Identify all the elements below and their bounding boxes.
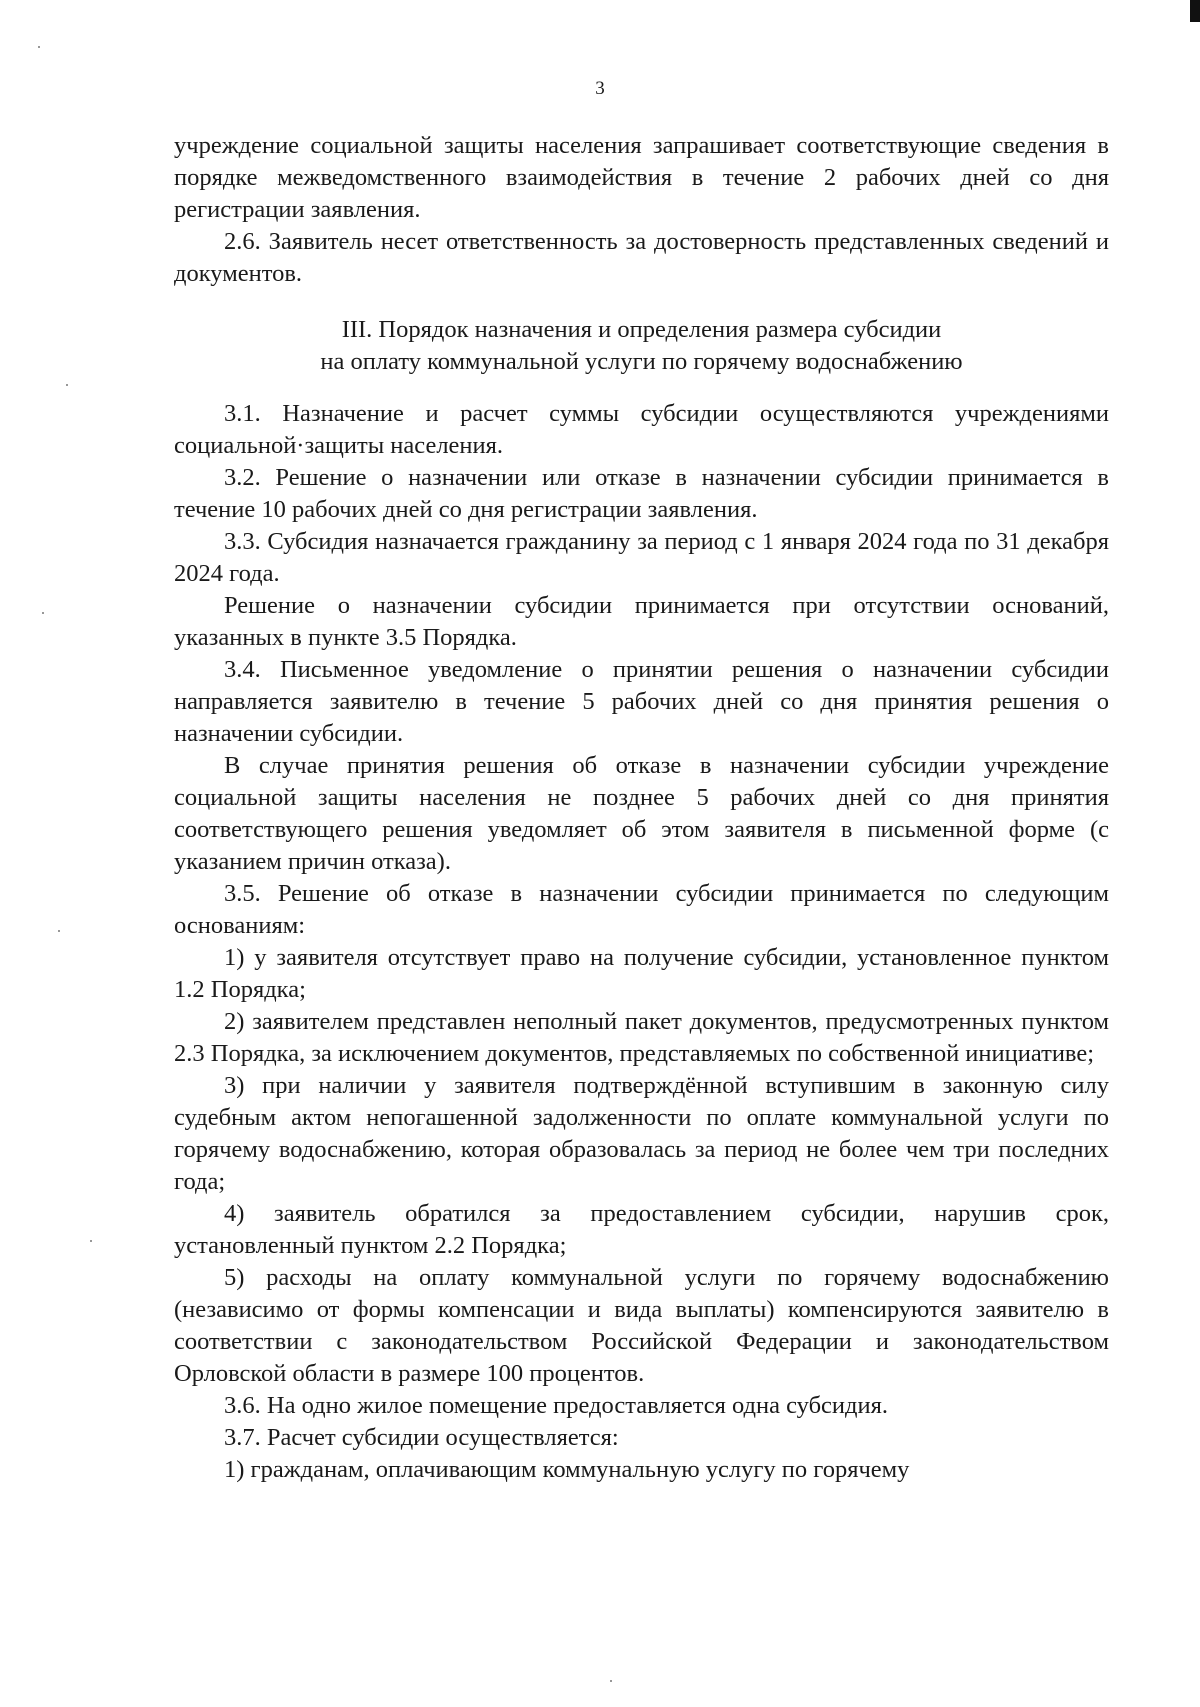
scan-speck <box>58 930 60 932</box>
scan-speck <box>42 612 44 614</box>
paragraph: 3.4. Письменное уведомление о принятии решения о назначении субсидии направляется заявителю в течение 5 рабочих дней со дня принятия решения о назначении субсидии. <box>174 656 1109 747</box>
paragraph: Решение о назначении субсидии принимается при отсутствии оснований, указанных в пункте 3.5 Порядка. <box>174 592 1109 651</box>
paragraph: 3.1. Назначение и расчет суммы субсидии осуществляются учреждениями социальной·защиты населения. <box>174 400 1109 459</box>
scan-speck <box>610 1680 612 1682</box>
paragraph: 3.7. Расчет субсидии осуществляется: <box>224 1424 619 1451</box>
paragraph: 3.5. Решение об отказе в назначении субсидии принимается по следующим основаниям: <box>174 880 1109 939</box>
list-item: 2) заявителем представлен неполный пакет документов, предусмотренных пунктом 2.3 Порядка, за исключением документов, представляемых по собственной инициативе; <box>174 1008 1109 1067</box>
section-heading-line: на оплату коммунальной услуги по горячему водоснабжению <box>320 348 963 375</box>
list-item: 4) заявитель обратился за предоставлением субсидии, нарушив срок, установленный пунктом 2.2 Порядка; <box>174 1200 1109 1259</box>
section-heading-line: III. Порядок назначения и определения размера субсидии <box>341 316 942 343</box>
list-item: 1) у заявителя отсутствует право на получение субсидии, установленное пунктом 1.2 Порядка; <box>174 944 1109 1003</box>
list-item: 5) расходы на оплату коммунальной услуги по горячему водоснабжению (независимо от формы компенсации и вида выплаты) компенсируются заявителю в соответствии с законодательством Российской Федерации и законодательством Орловской области в размере 100 процентов. <box>174 1264 1109 1387</box>
paragraph: 3.2. Решение о назначении или отказе в назначении субсидии принимается в течение 10 рабочих дней со дня регистрации заявления. <box>174 464 1109 523</box>
paragraph: учреждение социальной защиты населения запрашивает соответствующие сведения в порядке межведомственного взаимодействия в течение 2 рабочих дней со дня регистрации заявления. <box>174 132 1109 223</box>
section-heading <box>174 314 1109 378</box>
paragraph: В случае принятия решения об отказе в назначении субсидии учреждение социальной защиты населения не позднее 5 рабочих дней со дня принятия соответствующего решения уведомляет об этом заявителя в письменной форме (с указанием причин отказа). <box>174 752 1109 875</box>
scan-speck <box>38 46 40 48</box>
scan-corner-mark <box>1190 0 1200 22</box>
paragraph: 3.3. Субсидия назначается гражданину за период с 1 января 2024 года по 31 декабря 2024 года. <box>174 528 1109 587</box>
scan-speck <box>66 384 68 386</box>
list-item: 1) гражданам, оплачивающим коммунальную услугу по горячему <box>224 1456 910 1483</box>
paragraph: 2.6. Заявитель несет ответственность за достоверность представленных сведений и документов. <box>174 228 1109 287</box>
list-item: 3) при наличии у заявителя подтверждённой вступившим в законную силу судебным актом непогашенной задолженности по оплате коммунальной услуги по горячему водоснабжению, которая образовалась за период не более чем три последних года; <box>174 1072 1109 1195</box>
paragraph: 3.6. На одно жилое помещение предоставляется одна субсидия. <box>224 1392 889 1419</box>
scan-speck <box>90 1240 92 1242</box>
document-body <box>174 130 1109 1486</box>
page-number: 3 <box>595 78 605 99</box>
